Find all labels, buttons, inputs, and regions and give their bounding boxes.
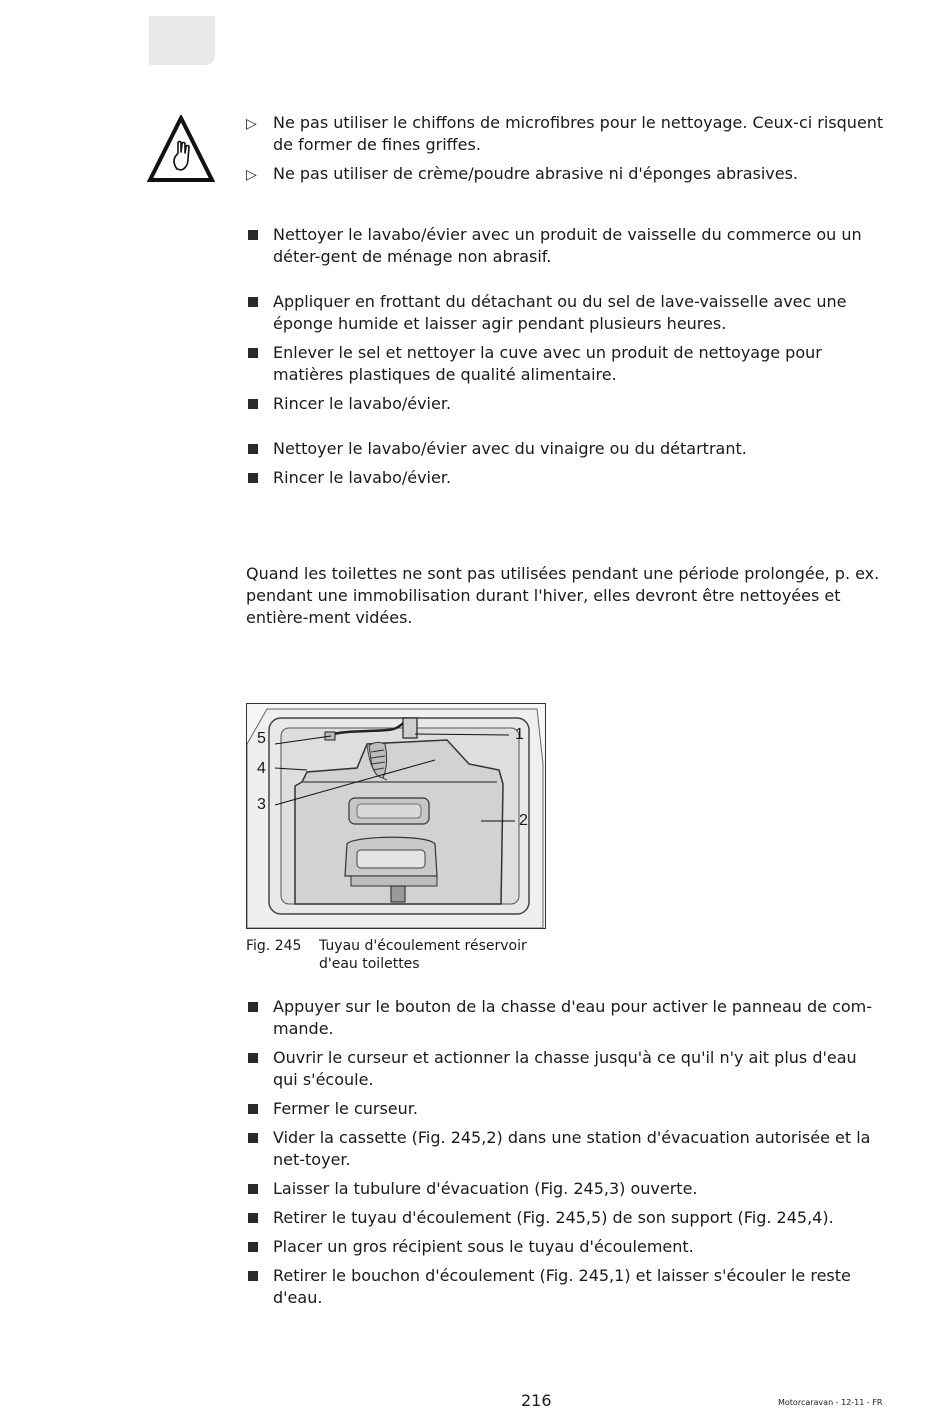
square-bullet-icon — [248, 399, 258, 409]
warning-hand-icon — [147, 115, 215, 183]
callout-label: 2 — [519, 812, 528, 829]
chapter-tab-marker — [149, 16, 215, 65]
list-item: Vider la cassette (Fig. 245,2) dans une station d'évacuation autorisée et la net-toyer. — [246, 1127, 886, 1171]
list-item: Nettoyer le lavabo/évier avec du vinaigre ou du détartrant. — [246, 438, 886, 460]
list-item: Fermer le curseur. — [246, 1098, 886, 1120]
square-bullet-icon — [248, 444, 258, 454]
list-item: Enlever le sel et nettoyer la cuve avec un produit de nettoyage pour matières plastiques de qualité alimentaire. — [246, 342, 886, 386]
callout-label: 1 — [515, 726, 524, 743]
list-item: Placer un gros récipient sous le tuyau d'écoulement. — [246, 1236, 886, 1258]
square-bullet-icon — [248, 230, 258, 240]
warning-list — [246, 112, 886, 192]
list-item: Laisser la tubulure d'évacuation (Fig. 245,3) ouverte. — [246, 1178, 886, 1200]
square-bullet-icon — [248, 1104, 258, 1114]
square-bullet-icon — [248, 1133, 258, 1143]
list-item: Ouvrir le curseur et actionner la chasse jusqu'à ce qu'il n'y ait plus d'eau qui s'écoule. — [246, 1047, 886, 1091]
list-item: Retirer le tuyau d'écoulement (Fig. 245,5) de son support (Fig. 245,4). — [246, 1207, 886, 1229]
square-bullet-icon — [248, 1213, 258, 1223]
list-item: ▷ Ne pas utiliser le chiffons de microfibres pour le nettoyage. Ceux-ci risquent de former de fines griffes. — [246, 113, 884, 154]
document-reference: Motorcaravan - 12-11 - FR — [778, 1398, 883, 1407]
list-item: Retirer le bouchon d'écoulement (Fig. 245,1) et laisser s'écouler le reste d'eau. — [246, 1265, 886, 1309]
list-item: Rincer le lavabo/évier. — [246, 393, 886, 415]
figure-toilet-cassette — [246, 703, 546, 929]
intro-paragraph: Quand les toilettes ne sont pas utilisées pendant une période prolongée, p. ex. pendant une immobilisation durant l'hiver, elles devront être nettoyées et entière-ment vidées. — [246, 564, 880, 627]
square-bullet-icon — [248, 1002, 258, 1012]
square-bullet-icon — [248, 1271, 258, 1281]
figure-number: Fig. 245 — [246, 938, 302, 954]
triangle-bullet-icon: ▷ — [246, 116, 257, 132]
list-item: ▷ Ne pas utiliser de crème/poudre abrasive ni d'éponges abrasives. — [246, 163, 886, 185]
square-bullet-icon — [248, 1053, 258, 1063]
square-bullet-icon — [248, 1242, 258, 1252]
steps-list — [246, 996, 886, 1316]
triangle-bullet-icon: ▷ — [246, 167, 257, 183]
toilet-cassette-illustration — [247, 704, 545, 928]
callout-label: 5 — [257, 730, 266, 747]
list-item: Appuyer sur le bouton de la chasse d'eau pour activer le panneau de com-mande. — [246, 996, 886, 1040]
list-item: Rincer le lavabo/évier. — [246, 467, 886, 489]
square-bullet-icon — [248, 1184, 258, 1194]
square-bullet-icon — [248, 297, 258, 307]
section2-list — [246, 291, 886, 422]
list-item: Nettoyer le lavabo/évier avec un produit de vaisselle du commerce ou un déter-gent de ménage non abrasif. — [246, 224, 886, 268]
callout-label: 3 — [257, 796, 266, 813]
list-item: Appliquer en frottant du détachant ou du sel de lave-vaisselle avec une éponge humide et laisser agir pendant plusieurs heures. — [246, 291, 886, 335]
square-bullet-icon — [248, 348, 258, 358]
section3-list — [246, 438, 886, 496]
page-number: 216 — [521, 1391, 552, 1410]
callout-label: 4 — [257, 760, 266, 777]
square-bullet-icon — [248, 473, 258, 483]
section1-list — [246, 224, 886, 275]
figure-caption-text: Tuyau d'écoulement réservoir d'eau toilettes — [319, 938, 527, 972]
